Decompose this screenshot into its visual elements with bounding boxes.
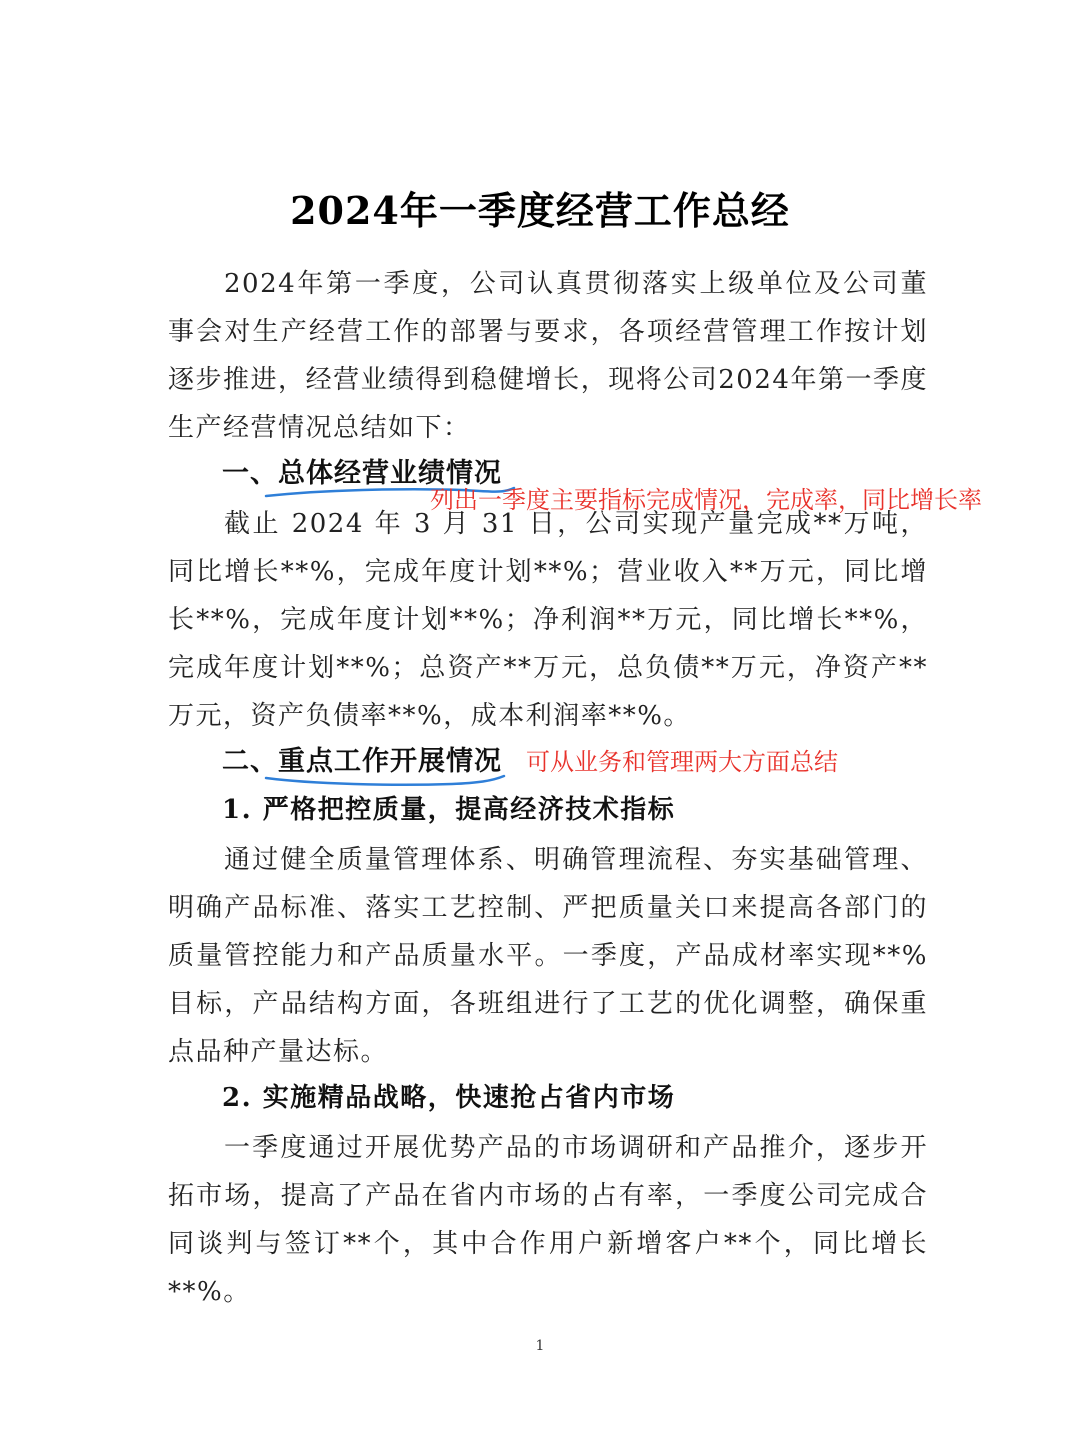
subsection-1-heading: 1. 严格把控质量，提高经济技术指标	[222, 795, 676, 825]
document-title: 2024年一季度经营工作总经	[290, 188, 790, 233]
section-1-annotation: 列出一季度主要指标完成情况，完成率，同比增长率	[430, 486, 982, 514]
subsection-1-body: 通过健全质量管理体系、明确管理流程、夯实基础管理、明确产品标准、落实工艺控制、严把质量关口来提高各部门的质量管控能力和产品质量水平。一季度，产品成材率实现**%目标，产品结构方面，各班组进行了工艺的优化调整，确保重点品种产量达标。	[168, 845, 928, 1067]
section-1-heading: 一、总体经营业绩情况	[222, 458, 502, 489]
section-2-annotation: 可从业务和管理两大方面总结	[526, 748, 838, 776]
section-2-heading: 二、重点工作开展情况	[222, 746, 502, 777]
subsection-2-body: 一季度通过开展优势产品的市场调研和产品推介，逐步开拓市场，提高了产品在省内市场的占有率，一季度公司完成合同谈判与签订**个，其中合作用户新增客户**个，同比增长**%。	[168, 1133, 928, 1307]
page-number: 1	[535, 1338, 545, 1354]
subsection-2-heading: 2. 实施精品战略，快速抢占省内市场	[222, 1083, 676, 1113]
section-2-underline-mark	[262, 770, 512, 792]
section-1-body: 截止 2024 年 3 月 31 日，公司实现产量完成**万吨，同比增长**%，完成年度计划**%；营业收入**万元，同比增长**%，完成年度计划**%；净利润**万元，同比增长**%，完成年度计划**%；总资产**万元，总负债**万元，净资产**万元，资产负债率**%，成本利润率**%。	[168, 509, 928, 731]
intro-paragraph: 2024年第一季度，公司认真贯彻落实上级单位及公司董事会对生产经营工作的部署与要求，各项经营管理工作按计划逐步推进，经营业绩得到稳健增长，现将公司2024年第一季度生产经营情况总结如下：	[168, 269, 928, 443]
